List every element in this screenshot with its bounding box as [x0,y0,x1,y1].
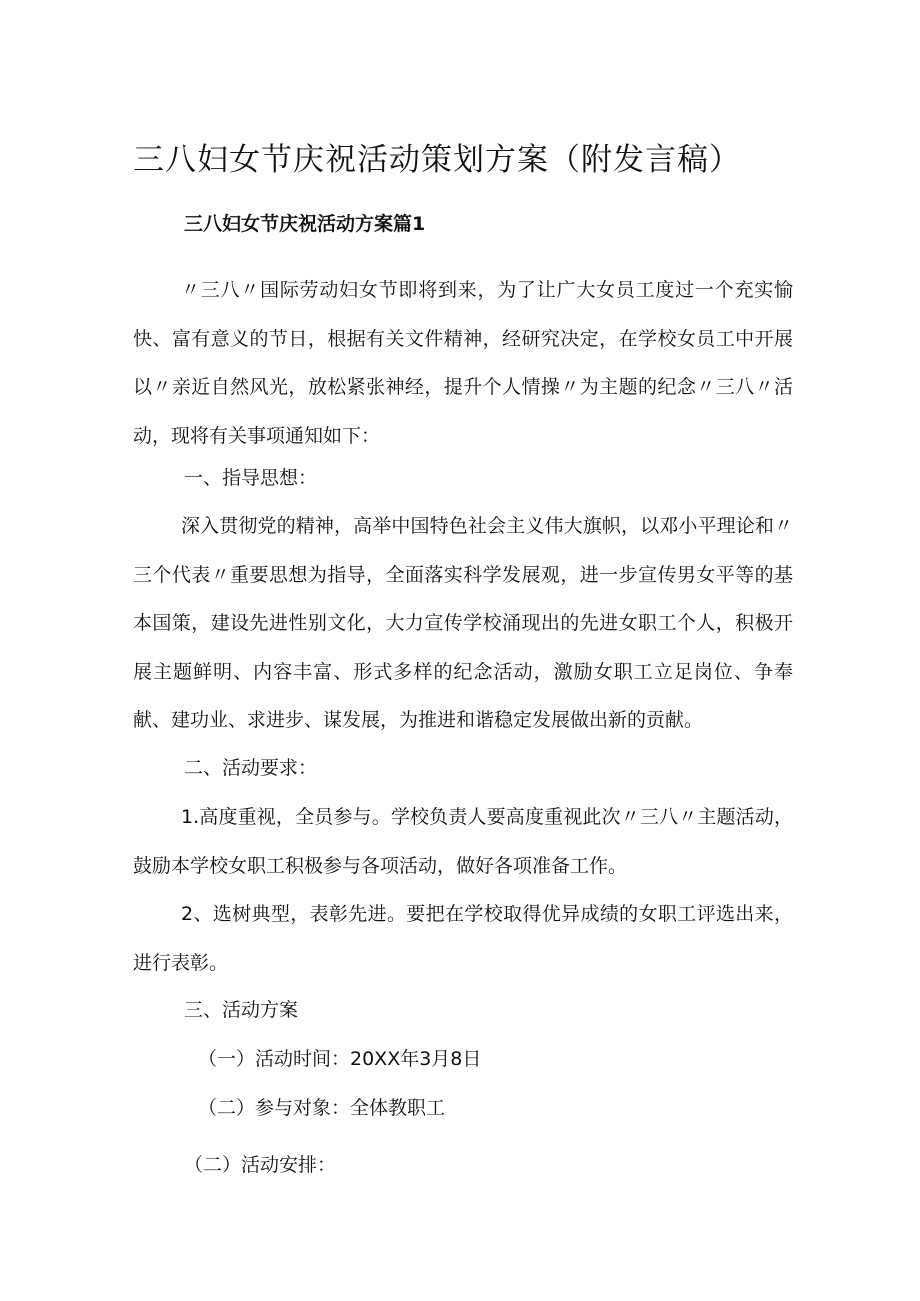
requirement-item-1: 1.高度重视，全员参与。学校负责人要高度重视此次〃三八〃主题活动，鼓励本学校女职工积极参与各项活动，做好各项准备工作。 [133,806,793,877]
intro-paragraph: 〃三八〃国际劳动妇女节即将到来，为了让广大女员工度过一个充实愉快、富有意义的节日，根据有关文件精神，经研究决定，在学校女员工中开展以〃亲近自然风光，放松紧张神经，提升个人情操〃为主题的纪念〃三八〃活动，现将有关事项通知如下： [133,279,793,447]
section-heading-plan: 三、活动方案 [184,999,299,1021]
plan-item-arrangement: （二）活动安排： [184,1154,337,1176]
section-heading-guiding-thought: 一、指导思想： [184,467,318,489]
plan-item-time: （一）活动时间：20XX年3月8日 [198,1048,482,1070]
section-heading-requirements: 二、活动要求： [184,757,318,779]
requirement-item-2: 2、选树典型，表彰先进。要把在学校取得优异成绩的女职工评选出来，进行表彰。 [133,903,793,974]
guiding-thought-paragraph: 深入贯彻党的精神，高举中国特色社会主义伟大旗帜，以邓小平理论和〃三个代表〃重要思想为指导，全面落实科学发展观，进一步宣传男女平等的基本国策，建设先进性别文化，大力宣传学校涌现出的先进女职工个人，积极开展主题鲜明、内容丰富、形式多样的纪念活动，激励女职工立足岗位、争奉献、建功业、求进步、谋发展，为推进和谐稳定发展做出新的贡献。 [133,515,793,731]
document-subtitle: 三八妇女节庆祝活动方案篇1 [184,212,426,235]
plan-item-participants: （二）参与对象：全体教职工 [198,1097,446,1119]
document-title: 三八妇女节庆祝活动策划方案（附发言稿） [133,141,741,178]
